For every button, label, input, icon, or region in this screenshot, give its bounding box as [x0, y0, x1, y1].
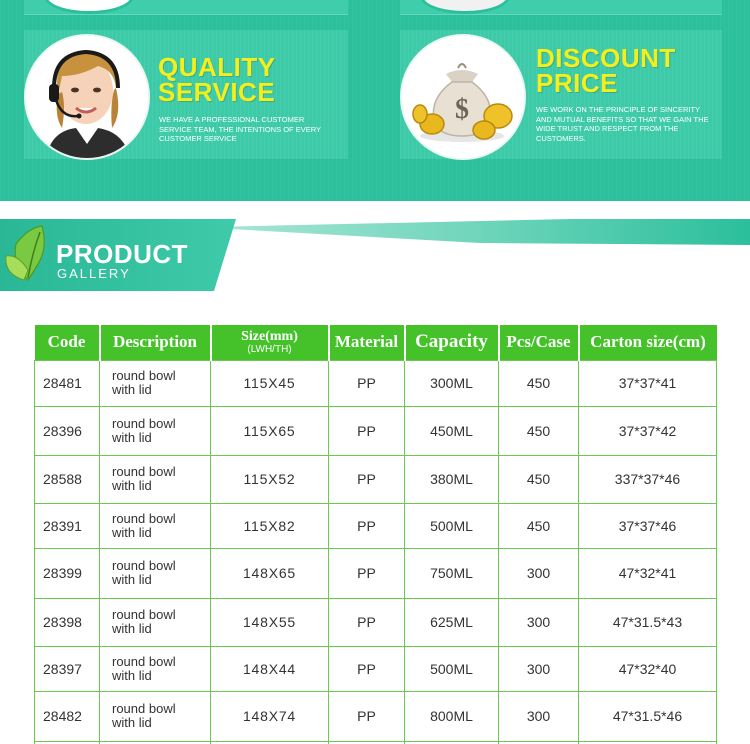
cell-material: PP [329, 598, 405, 646]
desc-line: with lid [112, 621, 152, 636]
cell-size: 148X74 [211, 691, 329, 741]
discount-price-card [400, 30, 722, 159]
col-header-capacity: Capacity [405, 325, 499, 360]
money-bag-coins-image [402, 36, 524, 158]
customer-service-agent-image [26, 36, 148, 158]
table-row [35, 503, 717, 548]
table-row [35, 691, 717, 741]
cell-code: 28399 [35, 548, 100, 598]
cell-carton-size: 47*32*40 [579, 646, 717, 691]
cell-description [100, 646, 211, 691]
discount-price-title [536, 43, 716, 98]
cell-code: 28482 [35, 691, 100, 741]
desc-line: with lid [112, 715, 152, 730]
cell-description [100, 503, 211, 548]
features-banner [0, 0, 750, 201]
table-row [35, 360, 717, 406]
cell-size: 148X44 [211, 646, 329, 691]
quality-service-card [24, 30, 348, 159]
cell-size: 115X45 [211, 360, 329, 406]
title-line: SERVICE [158, 77, 276, 107]
cell-carton-size: 47*31.5*46 [579, 691, 717, 741]
product-spec-table [34, 325, 717, 744]
cell-carton-size: 37*37*46 [579, 503, 717, 548]
table-header-row [35, 325, 717, 360]
cell-pcs-case: 300 [499, 646, 579, 691]
cell-pcs-case: 450 [499, 503, 579, 548]
cell-code: 28391 [35, 503, 100, 548]
cell-description [100, 691, 211, 741]
cell-description [100, 406, 211, 455]
cell-material: PP [329, 548, 405, 598]
cell-capacity: 500ML [405, 503, 499, 548]
cell-pcs-case: 450 [499, 406, 579, 455]
cell-pcs-case: 450 [499, 455, 579, 503]
cell-capacity: 380ML [405, 455, 499, 503]
cell-code: 28398 [35, 598, 100, 646]
cell-material: PP [329, 455, 405, 503]
cell-carton-size: 37*37*42 [579, 406, 717, 455]
cell-code: 28396 [35, 406, 100, 455]
table-row [35, 548, 717, 598]
desc-line: round bowl [112, 653, 176, 669]
cell-material: PP [329, 406, 405, 455]
desc-line: with lid [112, 524, 152, 540]
col-header-description: Description [100, 325, 211, 360]
cell-size: 148X65 [211, 548, 329, 598]
svg-text:$: $ [455, 94, 469, 125]
col-header-material: Material [329, 325, 405, 360]
cell-size: 115X82 [211, 503, 329, 548]
money-bag-icon [400, 34, 526, 160]
cell-capacity: 625ML [405, 598, 499, 646]
cell-carton-size: 47*31.5*43 [579, 598, 717, 646]
cell-pcs-case: 300 [499, 598, 579, 646]
quality-service-description: WE HAVE A PROFESSIONAL CUSTOMER SERVICE TEAM, THE INTENTIONS OF EVERY CUSTOMER SERVICE [159, 115, 321, 143]
discount-price-description: WE WORK ON THE PRINCIPLE OF SINCERITY AND MUTUAL BENEFITS SO THAT WE GAIN THE WIDE TRUST AND RESPECT FROM THE CUSTOMERS. [536, 105, 709, 143]
col-header-carton-size: Carton size(cm) [579, 325, 717, 360]
table-row [35, 455, 717, 503]
cell-description [100, 360, 211, 406]
cell-capacity: 800ML [405, 691, 499, 741]
cell-capacity: 450ML [405, 406, 499, 455]
desc-line: with lid [112, 572, 152, 587]
quality-service-title [158, 52, 338, 107]
cell-pcs-case: 450 [499, 360, 579, 406]
desc-line: round bowl [112, 701, 176, 716]
desc-line: round bowl [112, 558, 176, 573]
cell-material: PP [329, 503, 405, 548]
cell-size: 115X52 [211, 455, 329, 503]
desc-line: round bowl [112, 510, 176, 526]
cell-description [100, 455, 211, 503]
cell-capacity: 500ML [405, 646, 499, 691]
cell-size: 115X65 [211, 406, 329, 455]
cell-material: PP [329, 646, 405, 691]
desc-line: round bowl [112, 464, 176, 479]
leaf-icon [2, 224, 54, 282]
cell-code: 28588 [35, 455, 100, 503]
desc-line: round bowl [112, 368, 176, 383]
cell-carton-size: 337*37*46 [579, 455, 717, 503]
cell-material: PP [329, 360, 405, 406]
cell-code: 28397 [35, 646, 100, 691]
cell-carton-size: 37*37*41 [579, 360, 717, 406]
col-header-size [211, 325, 329, 360]
table-row [35, 646, 717, 691]
gallery-subtitle: GALLERY [57, 266, 131, 281]
cell-size: 148X55 [211, 598, 329, 646]
desc-line: with lid [112, 382, 152, 397]
desc-line: with lid [112, 478, 152, 493]
col-header-pcs-case: Pcs/Case [499, 325, 579, 360]
cell-description [100, 598, 211, 646]
col-header-code: Code [35, 325, 100, 360]
cell-capacity: 300ML [405, 360, 499, 406]
cell-description [100, 548, 211, 598]
desc-line: with lid [112, 429, 152, 445]
title-line: PRICE [536, 68, 618, 98]
table-row [35, 598, 717, 646]
size-header-label: Size(mm) [241, 328, 298, 344]
cell-capacity: 750ML [405, 548, 499, 598]
title-line: QUALITY [158, 52, 276, 82]
cell-code: 28481 [35, 360, 100, 406]
size-header-sublabel: (LWH/TH) [247, 343, 292, 355]
cell-material: PP [329, 691, 405, 741]
table-row [35, 406, 717, 455]
gallery-title: PRODUCT [56, 239, 189, 269]
desc-line: round bowl [112, 607, 176, 622]
title-line: DISCOUNT [536, 43, 676, 73]
desc-line: with lid [112, 667, 152, 683]
cell-pcs-case: 300 [499, 548, 579, 598]
cell-carton-size: 47*32*41 [579, 548, 717, 598]
cell-pcs-case: 300 [499, 691, 579, 741]
headset-agent-photo [24, 34, 150, 160]
desc-line: round bowl [112, 415, 176, 431]
